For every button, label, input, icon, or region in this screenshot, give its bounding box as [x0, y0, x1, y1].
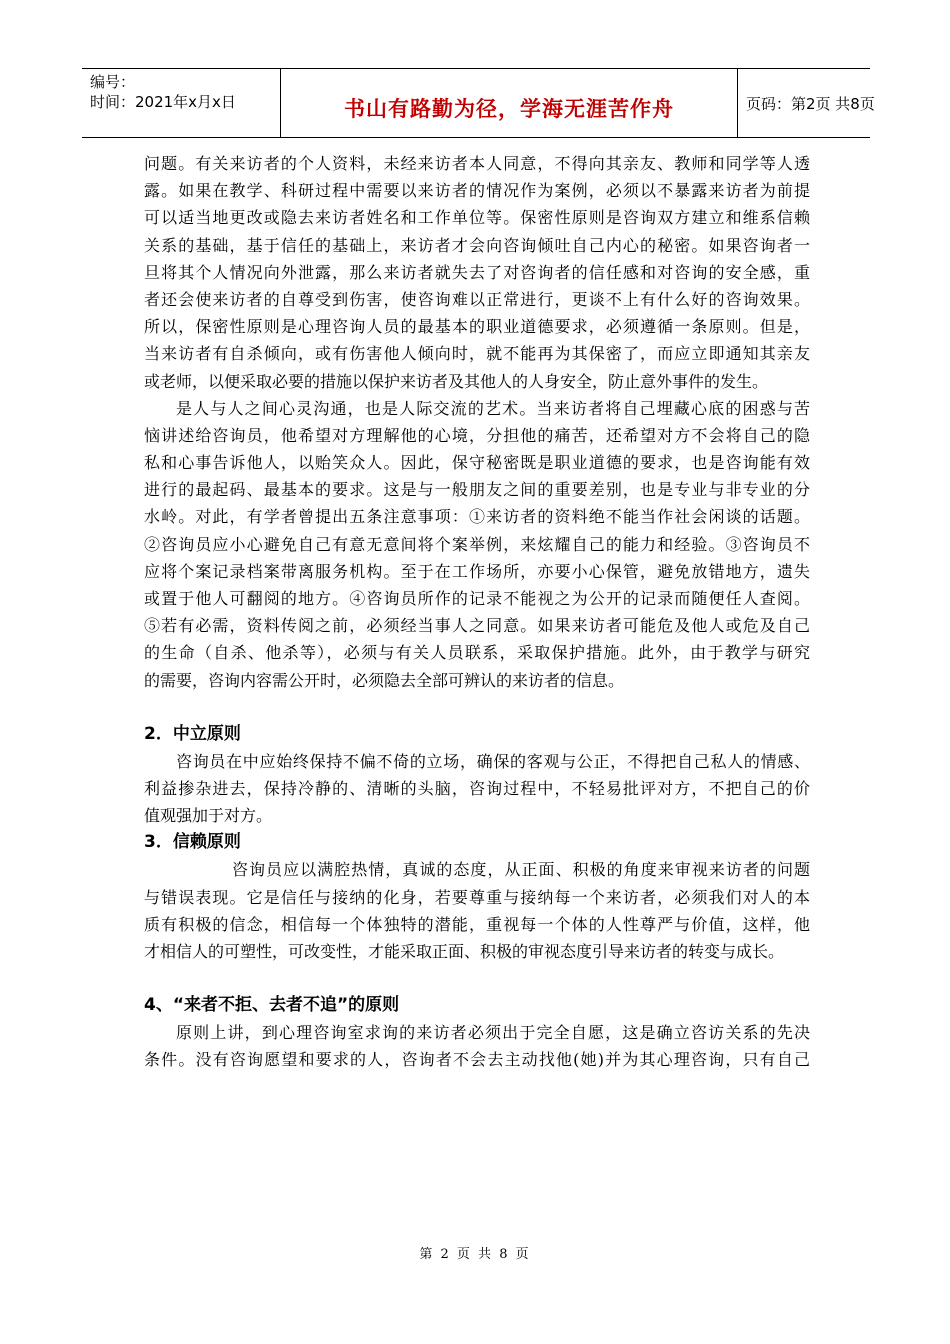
document-date-label: 时间：2021年x月x日: [90, 93, 236, 111]
paragraph-neutrality: [144, 748, 810, 830]
header-motto-cell: [281, 69, 738, 137]
text-line: 应将个案记录档案带离服务机构。至于在工作场所，亦要小心保管，避免放错地方，遗失: [144, 561, 810, 581]
text-line: 水岭。对此，有学者曾提出五条注意事项：①来访者的资料绝不能当作社会闲谈的话题。: [144, 507, 810, 527]
page-footer: 第 2 页 共 8 页: [419, 1247, 531, 1262]
header-info-cell: [82, 69, 281, 137]
section-heading-voluntary: 4、“来者不拒、去者不追”的原则: [144, 995, 400, 1016]
text-line: 的需要，咨询内容需公开时，必须隐去全部可辨认的来访者的信息。: [144, 670, 625, 690]
text-line: 关系的基础，基于信任的基础上，来访者才会向咨询倾吐自己内心的秘密。如果咨询者一: [144, 235, 810, 255]
text-line: 咨询员应以满腔热情，真诚的态度，从正面、积极的角度来审视来访者的问题: [232, 860, 810, 880]
text-line: ②咨询员应小心避免自己有意无意间将个案举例，来炫耀自己的能力和经验。③咨询员不: [144, 534, 810, 554]
text-line: 与错误表现。它是信任与接纳的化身，若要尊重与接纳每一个来访者，必须我们对人的本: [144, 887, 810, 907]
text-line: ⑤若有必需，资料传阅之前，必须经当事人之同意。如果来访者可能危及他人或危及自己: [144, 616, 810, 636]
text-line: 旦将其个人情况向外泄露，那么来访者就失去了对咨询者的信任感和对咨询的安全感，重: [144, 262, 810, 282]
text-line: 可以适当地更改或隐去来访者姓名和工作单位等。保密性原则是咨询双方建立和维系信赖: [144, 208, 810, 228]
text-line: 或置于他人可翻阅的地方。④咨询员所作的记录不能视之为公开的记录而随便任人查阅。: [144, 589, 810, 608]
text-line: 或老师，以便采取必要的措施以保护来访者及其他人的人身安全，防止意外事件的发生。: [144, 371, 769, 391]
page-header: [82, 68, 875, 138]
section-heading-trust: 3．信赖原则: [144, 832, 241, 853]
text-line: 利益掺杂进去，保持冷静的、清晰的头脑，咨询过程中，不轻易批评对方，不把自己的价: [144, 778, 810, 798]
text-line: 咨询员在中应始终保持不偏不倚的立场，确保的客观与公正，不得把自己私人的情感、: [176, 751, 810, 771]
text-line: 私和心事告诉他人，以贻笑众人。因此，保守秘密既是职业道德的要求，也是咨询能有效: [144, 453, 810, 473]
section-heading-neutrality: 2．中立原则: [144, 723, 241, 744]
header-page-code: 页码：第2页 共8页: [746, 95, 875, 113]
text-line: 者还会使来访者的自尊受到伤害，使咨询难以正常进行，更谈不上有什么好的咨询效果。: [144, 289, 810, 309]
document-number-label: 编号：: [90, 73, 136, 91]
text-line: 进行的最起码、最基本的要求。这是与一般朋友之间的重要差别，也是专业与非专业的分: [144, 480, 810, 500]
header-page-cell: [738, 69, 875, 137]
paragraph-trust: [144, 856, 810, 965]
paragraph-voluntary: [144, 1019, 810, 1073]
text-line: 当来访者有自杀倾向，或有伤害他人倾向时，就不能再为其保密了，而应立即通知其亲友: [144, 344, 810, 364]
text-line: 原则上讲，到心理咨询室求询的来访者必须出于完全自愿，这是确立咨访关系的先决: [176, 1023, 810, 1043]
paragraph-confidentiality-continued: [144, 150, 810, 395]
text-line: 值观强加于对方。: [144, 806, 273, 826]
document-body: [144, 150, 810, 1073]
text-line: 条件。没有咨询愿望和要求的人，咨询者不会去主动找他(她)并为其心理咨询，只有自己: [144, 1050, 810, 1070]
text-line: 恼讲述给咨询员，他希望对方理解他的心境，分担他的痛苦，还希望对方不会将自己的隐: [144, 425, 810, 445]
text-line: 才相信人的可塑性，可改变性，才能采取正面、积极的审视态度引导来访者的转变与成长。: [144, 941, 785, 961]
text-line: 质有积极的信念，相信每一个体独特的潜能，重视每一个体的人性尊严与价值，这样，他: [144, 914, 810, 934]
paragraph-communication: [144, 395, 810, 694]
text-line: 的生命（自杀、他杀等），必须与有关人员联系，采取保护措施。此外，由于教学与研究: [144, 643, 810, 663]
text-line: 是人与人之间心灵沟通，也是人际交流的艺术。当来访者将自己埋藏心底的困惑与苦: [176, 398, 810, 418]
text-line: 问题。有关来访者的个人资料，未经来访者本人同意，不得向其亲友、教师和同学等人透: [144, 154, 810, 173]
text-line: 所以，保密性原则是心理咨询人员的最基本的职业道德要求，必须遵循一条原则。但是，: [144, 317, 810, 337]
text-line: 露。如果在教学、科研过程中需要以来访者的情况作为案例，必须以不暴露来访者为前提: [144, 181, 810, 201]
header-motto: 书山有路勤为径，学海无涯苦作舟: [344, 97, 674, 121]
